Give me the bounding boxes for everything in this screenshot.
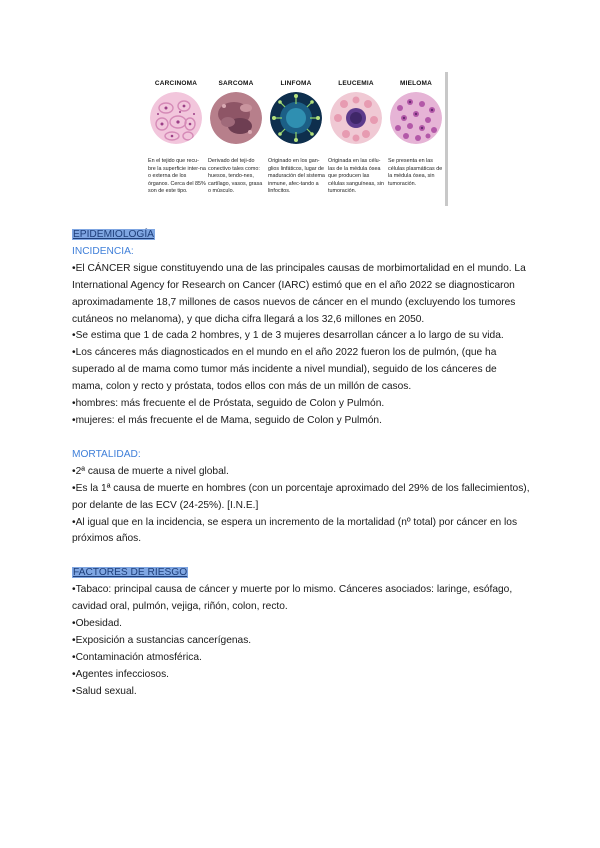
figure-column-leucemia	[326, 72, 386, 206]
figure-right-border	[445, 72, 448, 206]
factor-item: •Tabaco: principal causa de cáncer y muerte por lo mismo. Cánceres asociados: laringe, esófago, cavidad oral, pulmón, vejiga, riñón, colon, recto.	[72, 584, 513, 613]
factor-item: •Obesidad.	[72, 618, 123, 630]
mortalidad-item: •Es la 1ª causa de muerte en hombres (con un porcentaje aproximado del 29% de los fallecimientos), por delante de las ECV (24-25%). [I.N.E.]	[72, 482, 530, 511]
figure-title: CARCINOMA	[154, 80, 198, 87]
figure-description: Derivado del teji-do conectivo tales como: huesos, tendo-nes, cartílago, vasos, grasa o músculo.	[208, 158, 263, 195]
factor-item: •Agentes infecciosos.	[72, 668, 170, 680]
incidencia-item: •Los cánceres más diagnosticados en el mundo en el año 2022 fueron los de pulmón, (que ha superado al de mama como tumor más incidente a nivel mundial), seguido de los cánceres de mama, colon y recto y próstata, todos ellos con más de un millón de casos.	[72, 347, 497, 393]
section-heading-factores: FACTORES DE RIESGO	[73, 567, 188, 579]
factor-item: •Salud sexual.	[72, 685, 137, 697]
subheading-mortalidad: MORTALIDAD:	[72, 448, 141, 460]
mortalidad-item: •2ª causa de muerte a nivel global.	[72, 465, 229, 477]
spacer	[72, 548, 530, 565]
figure-description: Originado en los gan-glios linfáticos, lugar de maduración del sistema inmune, afec-tando a linfocitos.	[268, 158, 325, 195]
figure-column-linfoma	[266, 72, 326, 206]
spacer	[72, 430, 530, 447]
figure-column-sarcoma	[206, 72, 266, 206]
incidencia-item: •Se estima que 1 de cada 2 hombres, y 1 de 3 mujeres desarrollan cáncer a lo largo de su vida.	[72, 330, 504, 342]
document-body	[72, 227, 530, 701]
figure-description: Originada en las célu-las de la médula ósea que producen las células sanguíneas, sin tumoración.	[328, 158, 385, 195]
mortalidad-item: •Al igual que en la incidencia, se espera un incremento de la mortalidad (nº total) por cáncer en los próximos años.	[72, 516, 518, 545]
sarcoma-micrograph	[210, 92, 262, 144]
figure-title: MIELOMA	[399, 80, 433, 87]
figure-title: LINFOMA	[280, 80, 312, 87]
factor-item: •Exposición a sustancias cancerígenas.	[72, 634, 252, 646]
carcinoma-micrograph	[150, 92, 202, 144]
figure-title: LEUCEMIA	[338, 80, 374, 87]
incidencia-item: •mujeres: el más frecuente el de Mama, seguido de Colon y Pulmón.	[72, 414, 382, 426]
figure-description: En el tejido que recu-bre la superficie inter-na o externa de los órganos. Cerca del 85% son de este tipo.	[148, 158, 206, 195]
section-heading-epidemiologia: EPIDEMIOLOGÍA	[73, 229, 154, 240]
leucemia-micrograph	[330, 92, 382, 144]
incidencia-item: •El CÁNCER sigue constituyendo una de las principales causas de morbimortalidad en el mundo. La International Agency for Research on Cancer (IARC) estimó que en el año 2022 se diagnosticaron aproximadamente 18,7 millones de casos nuevos de cáncer en el mundo (excluyendo los tumores cutáneos no melanoma), y que dicha cifra llegará a los 32,6 millones en 2050.	[72, 262, 526, 325]
factor-item: •Contaminación atmosférica.	[72, 651, 202, 663]
figure-column-carcinoma	[146, 72, 206, 206]
figure-column-mieloma	[386, 72, 446, 206]
figure-title: SARCOMA	[218, 80, 254, 87]
mieloma-micrograph	[390, 92, 442, 144]
figure-description: Se presenta en las células plasmáticas de la médula ósea, sin tumoración.	[388, 158, 443, 187]
subheading-incidencia: INCIDENCIA:	[72, 245, 134, 257]
cancer-types-figure	[142, 72, 448, 206]
linfoma-illustration	[270, 92, 322, 144]
incidencia-item: •hombres: más frecuente el de Próstata, seguido de Colon y Pulmón.	[72, 398, 385, 410]
